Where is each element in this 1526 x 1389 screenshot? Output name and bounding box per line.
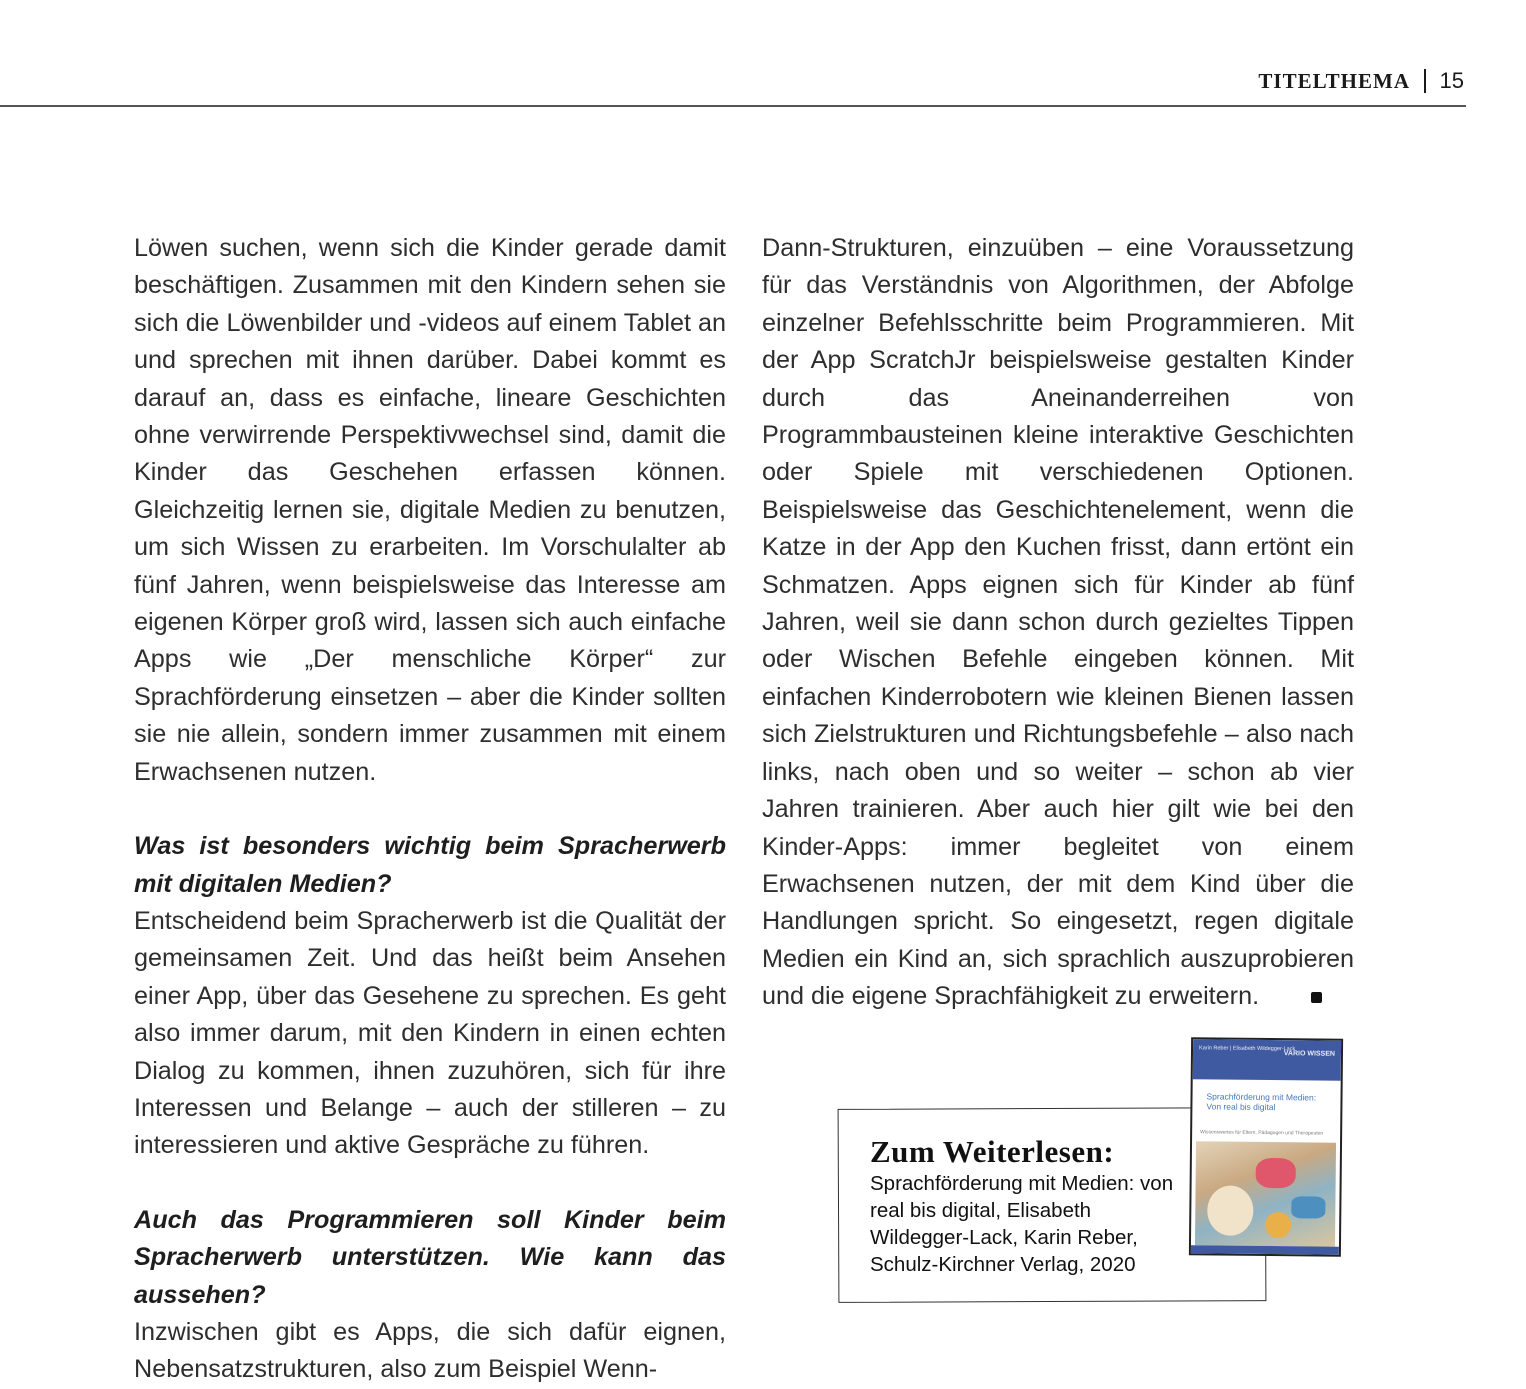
paragraph: Entscheidend beim Spracherwerb ist die Qualität der gemeinsamen Zeit. Und das heißt beim Ansehen einer App, über das Gesehene zu sprechen. Es geht also immer darum, mit den Kindern in einen echten Dialog zu kommen, ihnen zuzuhören, sich für ihre Interessen und Belange – auch der stilleren – zu interessieren und aktive Gespräche zu führen. — [134, 906, 726, 1160]
header-rule — [0, 105, 1466, 107]
cover-series: VARIO WISSEN — [1283, 1050, 1336, 1058]
paragraph — [762, 230, 1354, 1016]
section-title: TITELTHEMA — [1258, 68, 1411, 93]
paragraph-text: Dann-Strukturen, einzuüben – eine Voraussetzung für das Verständnis von Algorithmen, der Abfolge einzelner Befehlsschritte beim Programmieren. Mit der App ScratchJr beispielsweise gestalten Kinder durch das Aneinanderreihen von Programmbausteinen kleine interaktive Geschichten oder Spiele mit verschiedenen Optionen. Beispielsweise das Geschichtenelement, wenn die Katze in der App den Kuchen frisst, dann ertönt ein Schmatzen. Apps eignen sich für Kinder ab fünf Jahren, weil sie dann schon durch gezieltes Tippen oder Wischen Befehle eingeben können. Mit einfachen Kinderrobotern wie kleinen Bienen lassen sich Zielstrukturen und Richtungsbefehle – also nach links, nach oben und so weiter – schon ab vier Jahren trainieren. Aber auch hier gilt wie bei den Kinder-Apps: immer begleitet von einem Erwachsenen nutzen, der mit dem Kind über die Handlungen spricht. So eingesetzt, regen digitale Medien ein Kind an, sich sprachlich auszuprobieren und die eigene Sprachfähigkeit zu erweitern. — [762, 234, 1354, 1011]
page-number: 15 — [1439, 68, 1464, 93]
right-column — [762, 230, 1354, 1016]
cover-subtitle: Wissenswertes für Eltern, Pädagogen und Therapeuten — [1200, 1129, 1324, 1137]
header-separator — [1424, 69, 1426, 93]
cover-authors: Karin Reber | Elisabeth Wildegger-Lack — [1198, 1045, 1296, 1053]
book-cover-image — [1189, 1037, 1343, 1257]
paragraph: Löwen suchen, wenn sich die Kinder gerade damit beschäftigen. Zusammen mit den Kindern sehen sie sich die Löwenbilder und -videos auf einem Tablet an und sprechen mit ihnen darüber. Dabei kommt es darauf an, dass es einfache, lineare Geschichten ohne verwirrende Perspektivwechsel sind, damit die Kinder das Geschehen erfassen können. Gleichzeitig lernen sie, digitale Medien zu benutzen, um sich Wissen zu erarbeiten. Im Vorschulalter ab fünf Jahren, wenn beispielsweise das Interesse am eigenen Körper groß wird, lassen sich auch einfache Apps wie „Der menschliche Körper“ zur Sprachförderung einsetzen – aber die Kinder sollten sie nie allein, sondern immer zusammen mit einem Erwachsenen nutzen. — [134, 234, 726, 786]
end-of-article-square-icon — [1311, 992, 1322, 1003]
running-head — [1258, 68, 1464, 94]
reading-tip-text: Sprachförderung mit Medien: von real bis digital, Elisabeth Wildegger-Lack, Karin Reber, Schulz-Kirchner Verlag, 2020 — [870, 1172, 1174, 1276]
paragraph: Inzwischen gibt es Apps, die sich dafür eignen, Nebensatzstrukturen, also zum Beispiel Wenn- — [134, 1317, 726, 1384]
interview-question: Was ist besonders wichtig beim Spracherwerb mit digitalen Medien? — [134, 832, 726, 898]
reading-tip-title: Zum Weiterlesen: — [870, 1134, 1115, 1169]
cover-photo — [1195, 1141, 1336, 1246]
interview-question: Auch das Programmieren soll Kinder beim Spracherwerb unterstützen. Wie kann das aussehen? — [134, 1205, 726, 1309]
left-column — [134, 230, 726, 1389]
cover-bottom-band — [1191, 1245, 1339, 1255]
cover-title: Sprachförderung mit Medien: Von real bis digital — [1206, 1091, 1317, 1113]
